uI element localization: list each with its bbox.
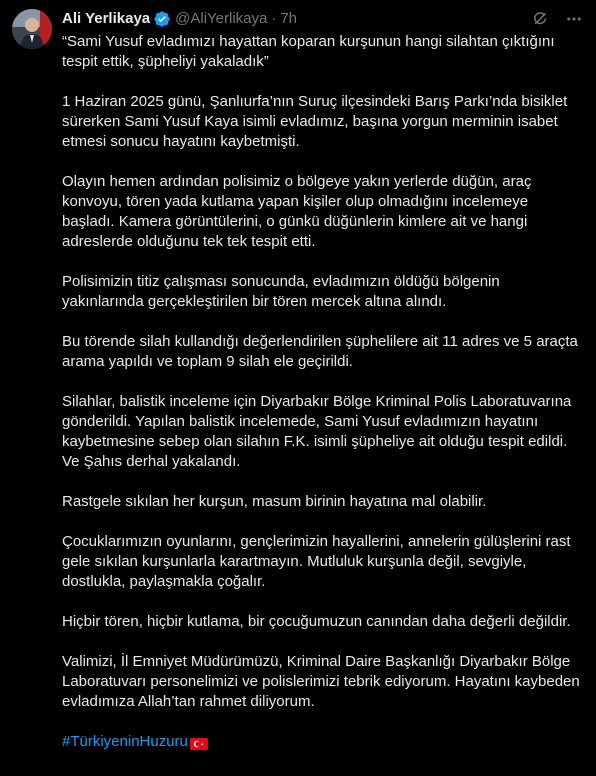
hashtag-line	[62, 732, 584, 752]
tweet-paragraph: Silahlar, balistik inceleme için Diyarbakır Bölge Kriminal Polis Laboratuvarına gönderildi. Yapılan balistik incelemede, Sami Yusuf evladımızın hayatını kaybetmesine sebep olan silahın F.K. isimli şüpheliye ait olduğu tespit edildi. Ve Şahıs derhal yakalandı.	[62, 393, 572, 470]
tweet-paragraph: Rastgele sıkılan her kurşun, masum birinin hayatına mal olabilir.	[62, 493, 487, 510]
tweet-paragraph: 1 Haziran 2025 günü, Şanlıurfa’nın Suruç ilçesindeki Barış Parkı’nda bisiklet sürerken Sami Yusuf Kaya isimli evladımız, başına yorgun merminin isabet etmesi sonucu hayatını kaybetmişti.	[62, 93, 568, 150]
separator-dot: ·	[271, 10, 277, 27]
avatar[interactable]	[12, 9, 52, 49]
verified-badge-icon	[153, 10, 171, 28]
tweet-paragraph: Olayın hemen ardından polisimiz o bölgeye yakın yerlerde düğün, araç konvoyu, tören yada kutlama yapan kişiler olup olmadığını incelemeye başladı. Kamera görüntülerini, o günkü düğünlerin kimlere ait ve hangi adreslerde olduğunu tek tek tespit etti.	[62, 173, 532, 250]
tweet-header	[62, 8, 584, 30]
turkey-flag-icon	[190, 736, 208, 748]
tweet-paragraph: Bu törende silah kullandığı değerlendirilen şüphelilere ait 11 adres ve 5 araçta arama yapıldı ve toplam 9 silah ele geçirildi.	[62, 333, 578, 370]
header-actions	[530, 9, 584, 29]
tweet-text	[62, 32, 584, 752]
tweet-paragraph: Çocuklarımızın oyunlarını, gençlerimizin hayallerini, annelerin gülüşlerini rast gele sıkılan kurşunlarla karartmayın. Mutluluk kurşunla değil, sevgiyle, dostlukla, paylaşmakla çoğalır.	[62, 533, 571, 590]
grok-icon[interactable]	[530, 9, 550, 29]
hashtag-link[interactable]: #TürkiyeninHuzuru	[62, 733, 188, 750]
tweet-paragraph: Polisimizin titiz çalışması sonucunda, evladımızın öldüğü bölgenin yakınlarında gerçekleştirilen bir tören mercek altına alındı.	[62, 273, 500, 310]
author-handle[interactable]: @AliYerlikaya	[175, 10, 268, 27]
author-name[interactable]: Ali Yerlikaya	[62, 10, 151, 27]
tweet-paragraph: “Sami Yusuf evladımızı hayattan koparan kurşunun hangi silahtan çıktığını tespit ettik, şüpheliyi yakaladık”	[62, 33, 555, 70]
timestamp[interactable]: 7h	[280, 10, 298, 27]
tweet-paragraph: Hiçbir tören, hiçbir kutlama, bir çocuğumuzun canından daha değerli değildir.	[62, 613, 571, 630]
tweet-paragraph: Valimizi, İl Emniyet Müdürümüzü, Kriminal Daire Başkanlığı Diyarbakır Bölge Laboratuvarı personelimizi ve polislerimizi tebrik ediyorum. Hayatını kaybeden evladımıza Allah’tan rahmet diliyorum.	[62, 653, 580, 710]
avatar-image	[12, 9, 52, 49]
more-options-icon[interactable]	[564, 9, 584, 29]
